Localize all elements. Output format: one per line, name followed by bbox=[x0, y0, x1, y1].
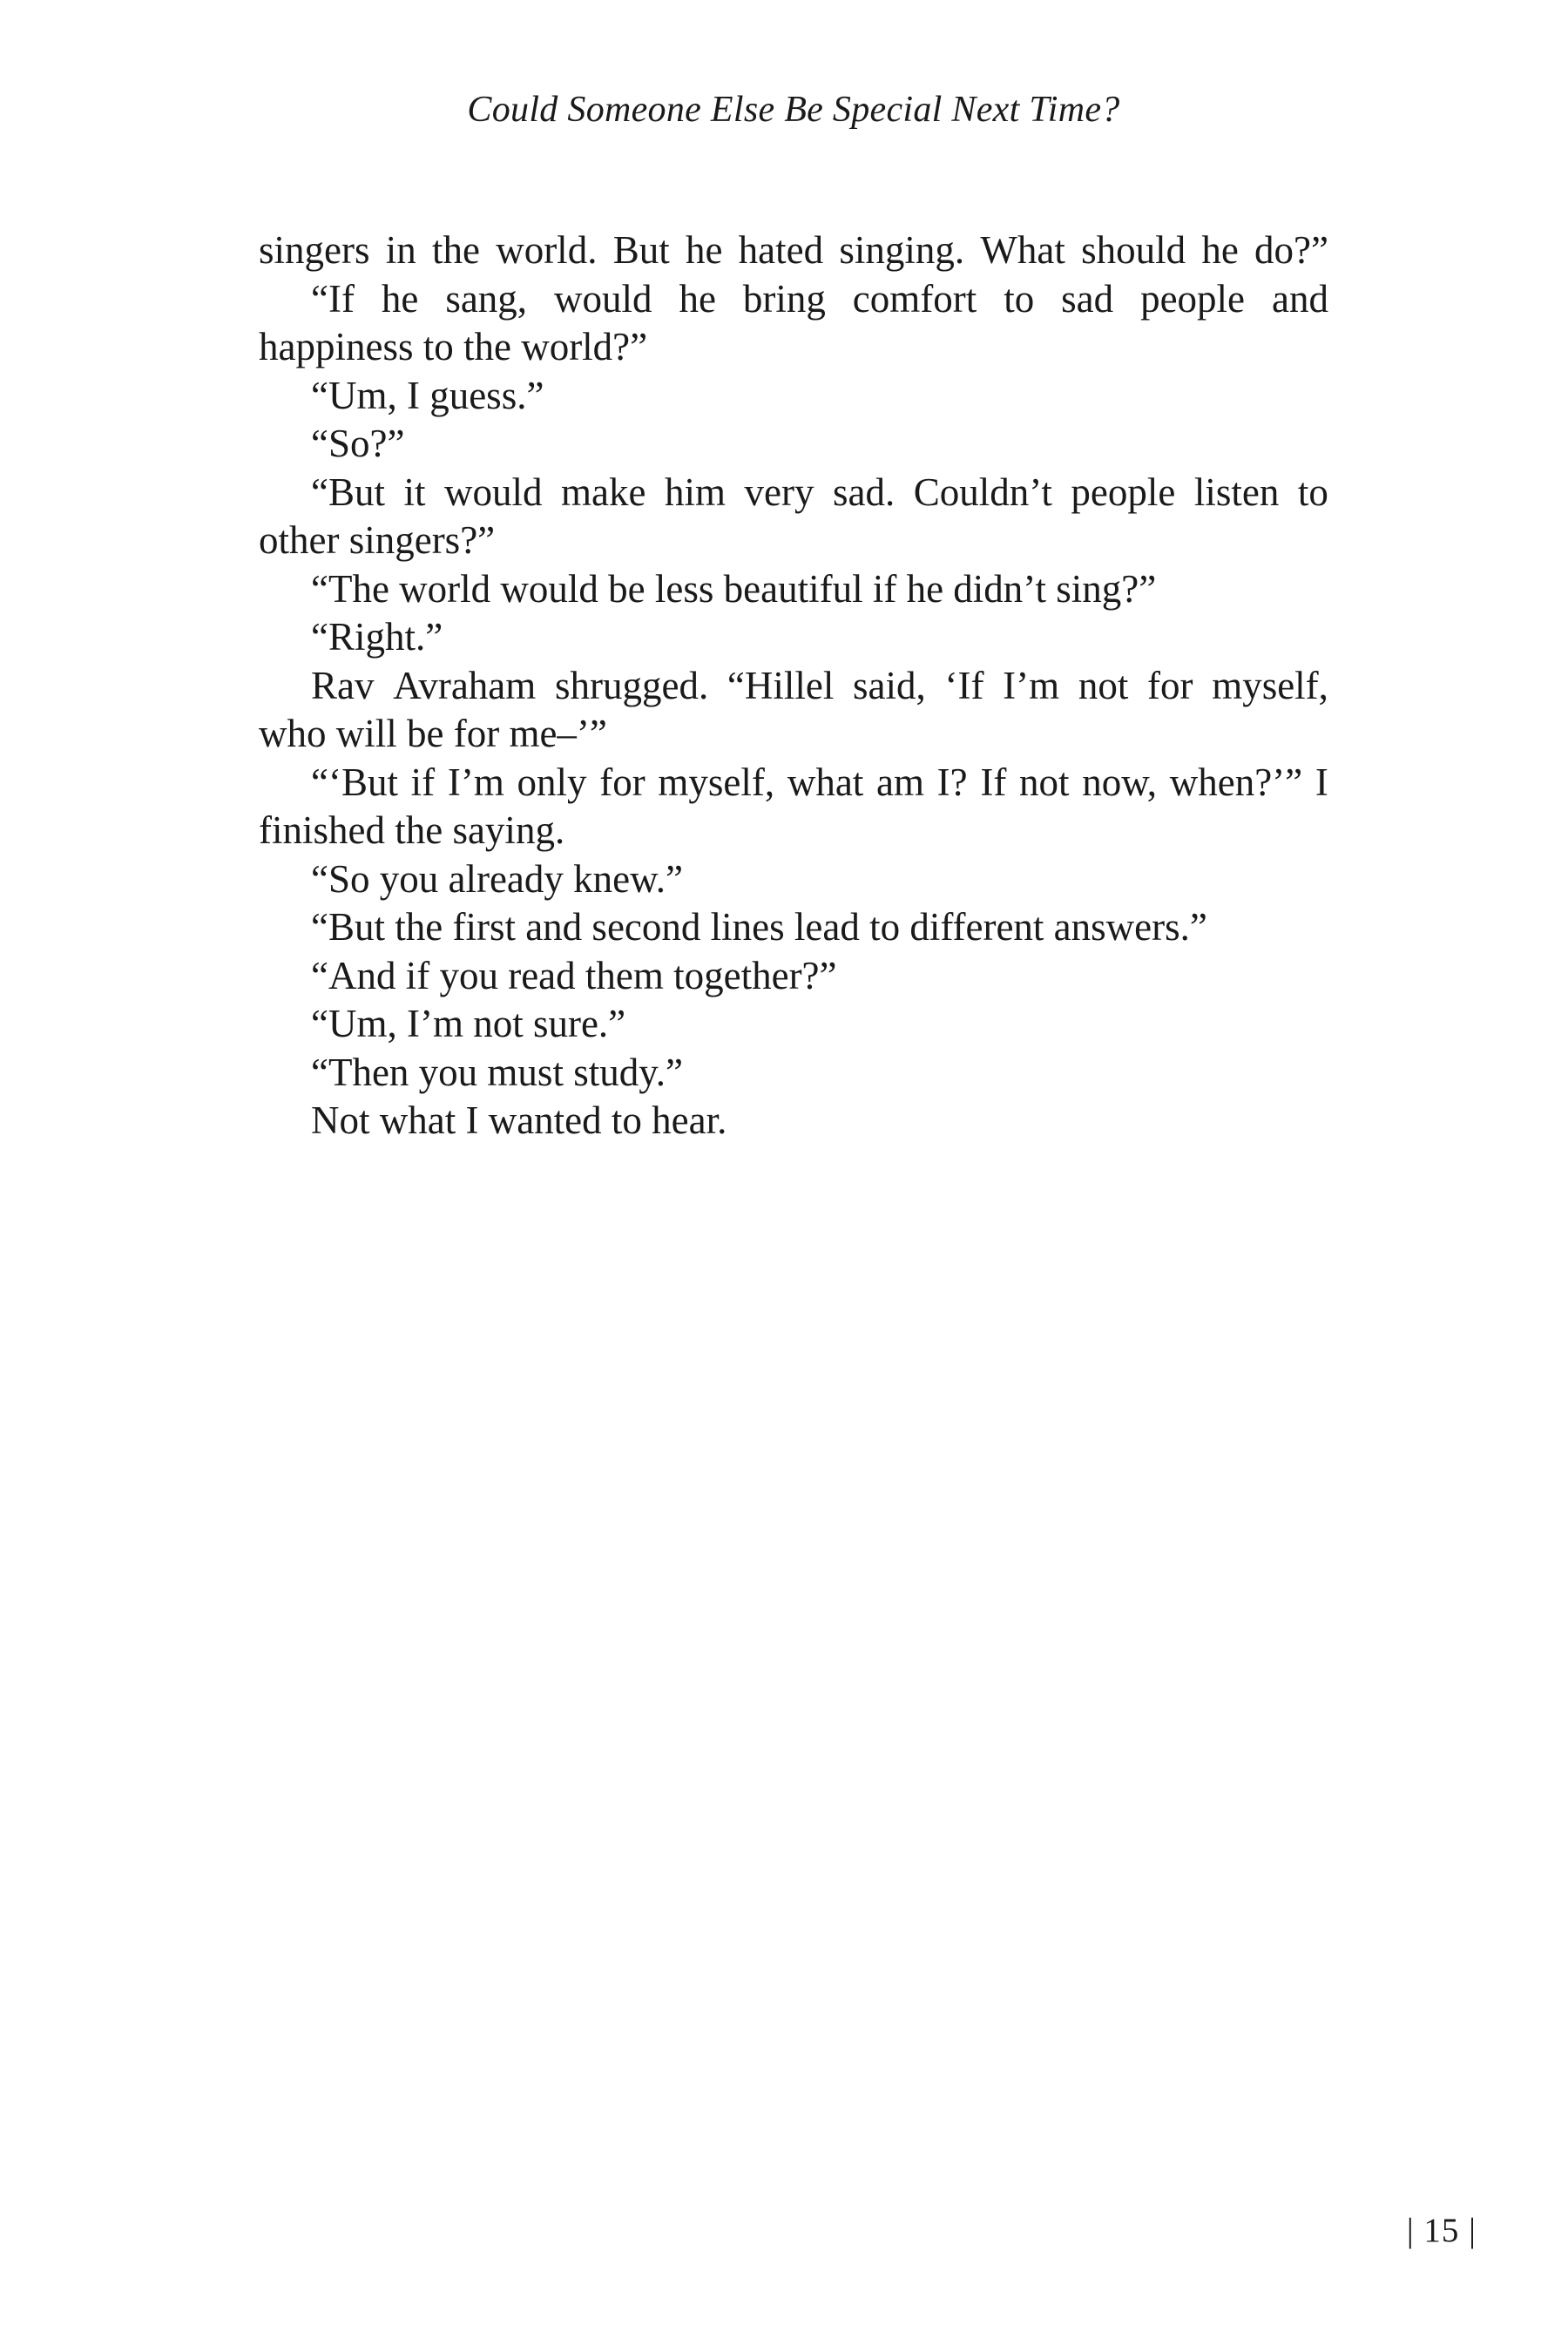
word: in bbox=[385, 228, 416, 272]
word: and bbox=[1271, 276, 1328, 321]
word: would bbox=[554, 276, 652, 321]
word: for bbox=[1147, 663, 1193, 707]
text-line bbox=[259, 662, 1328, 711]
body-text bbox=[259, 226, 1328, 1146]
text-line bbox=[259, 275, 1328, 324]
word: shrugged. bbox=[554, 663, 709, 707]
text-line: who will be for me–’” bbox=[259, 712, 607, 755]
word: But bbox=[612, 228, 670, 272]
word: bring bbox=[742, 276, 826, 321]
word: to bbox=[1004, 276, 1035, 321]
word: what bbox=[787, 760, 864, 804]
word: hated bbox=[738, 228, 824, 272]
word: people bbox=[1140, 276, 1246, 321]
text-line: other singers?” bbox=[259, 518, 496, 562]
word: “Hillel bbox=[727, 663, 835, 707]
word: Avraham bbox=[393, 663, 537, 707]
text-line: “So you already knew.” bbox=[311, 856, 683, 901]
word: it bbox=[403, 470, 426, 514]
word: make bbox=[561, 470, 646, 514]
text-line: “And if you read them together?” bbox=[311, 953, 837, 997]
word: myself, bbox=[658, 760, 775, 804]
word: ‘If bbox=[944, 663, 984, 707]
word: he bbox=[1201, 228, 1239, 272]
word: “If bbox=[311, 276, 355, 321]
text-line bbox=[259, 469, 1328, 517]
word: singing. bbox=[839, 228, 965, 272]
word: sad. bbox=[832, 470, 896, 514]
word: I bbox=[1315, 760, 1328, 804]
word: not bbox=[1019, 760, 1070, 804]
word: the bbox=[431, 228, 480, 272]
text-line: Not what I wanted to hear. bbox=[311, 1098, 727, 1142]
word: Rav bbox=[311, 663, 375, 707]
text-line: finished the saying. bbox=[259, 808, 565, 852]
text-line: “The world would be less beautiful if he didn’t sing?” bbox=[311, 566, 1157, 611]
word: people bbox=[1071, 470, 1176, 514]
word: “‘But bbox=[311, 760, 398, 804]
text-line: “Um, I’m not sure.” bbox=[311, 1002, 626, 1045]
word: very bbox=[744, 470, 814, 514]
word: he bbox=[685, 228, 723, 272]
word: do?” bbox=[1254, 228, 1328, 272]
text-line bbox=[259, 226, 1328, 275]
word: said, bbox=[853, 663, 926, 707]
word: to bbox=[1297, 470, 1328, 514]
word: I? bbox=[936, 760, 968, 804]
word: I’m bbox=[447, 760, 504, 804]
word: What bbox=[980, 228, 1065, 272]
word: he bbox=[381, 276, 419, 321]
word: not bbox=[1078, 663, 1129, 707]
text-line: “Um, I guess.” bbox=[311, 373, 544, 417]
word: “But bbox=[311, 470, 385, 514]
word: only bbox=[517, 760, 587, 804]
word: comfort bbox=[852, 276, 977, 321]
word: sang, bbox=[445, 276, 528, 321]
text-line: “Then you must study.” bbox=[311, 1050, 684, 1094]
word: would bbox=[444, 470, 543, 514]
word: Couldn’t bbox=[913, 470, 1052, 514]
word: listen bbox=[1193, 470, 1280, 514]
word: am bbox=[876, 760, 924, 804]
text-line: “So?” bbox=[311, 422, 405, 465]
word: when?’” bbox=[1169, 760, 1303, 804]
word: If bbox=[980, 760, 1007, 804]
text-line: “Right.” bbox=[311, 615, 443, 659]
word: him bbox=[664, 470, 726, 514]
word: world. bbox=[496, 228, 598, 272]
word: if bbox=[410, 760, 436, 804]
word: for bbox=[599, 760, 645, 804]
text-line bbox=[259, 759, 1328, 808]
word: sad bbox=[1061, 276, 1114, 321]
word: myself, bbox=[1212, 663, 1328, 707]
running-header: Could Someone Else Be Special Next Time? bbox=[467, 90, 1120, 130]
word: I’m bbox=[1003, 663, 1060, 707]
word: he bbox=[679, 276, 716, 321]
page-number: | 15 | bbox=[1406, 2212, 1477, 2249]
word: singers bbox=[259, 228, 370, 272]
word: now, bbox=[1082, 760, 1158, 804]
text-line: happiness to the world?” bbox=[259, 325, 648, 368]
text-line: “But the first and second lines lead to different answers.” bbox=[311, 905, 1207, 949]
word: should bbox=[1081, 228, 1186, 272]
